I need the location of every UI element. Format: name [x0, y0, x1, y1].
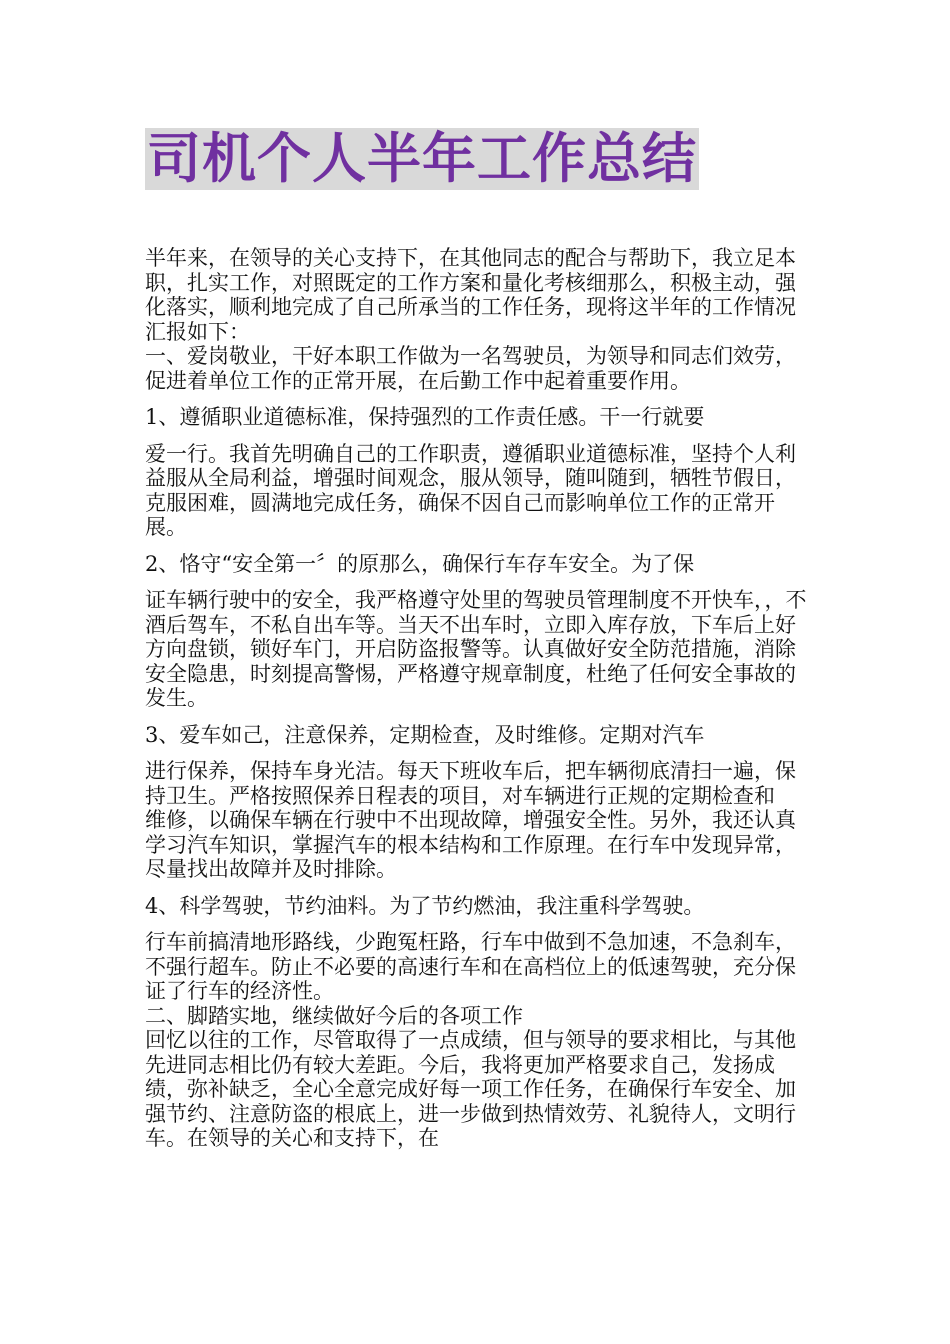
paragraph-item-2-body: 证车辆行驶中的安全，我严格遵守处里的驾驶员管理制度不开快车，，不酒后驾车，不私自出车等。当天不出车时，立即入库存放，下车后上好方向盘锁，锁好车门，开启防盗报警等。认真做好安全防范措施，消除安全隐患，时刻提高警惕，严格遵守规章制度，杜绝了任何安全事故的发生。: [145, 588, 807, 710]
title-highlight: [145, 128, 699, 190]
page-title: 司机个人半年工作总结: [147, 127, 697, 190]
paragraph-item-3-body: 进行保养，保持车身光洁。每天下班收车后，把车辆彻底清扫一遍，保持卫生。严格按照保养日程表的项目，对车辆进行正规的定期检查和: [145, 759, 796, 808]
paragraph-item-3-continued: 维修，以确保车辆在行驶中不出现故障，增强安全性。另外，我还认真学习汽车知识，掌握汽车的根本结构和工作原理。在行车中发现异常，尽量找出故障并及时排除。: [145, 808, 796, 881]
paragraph-item-4-body: 行车前搞清地形路线，少跑冤枉路，行车中做到不急加速，不急刹车，不强行超车。防止不必要的高速行车和在高档位上的低速驾驶，充分保证了行车的经济性。: [145, 930, 796, 1003]
paragraph-item-2-heading: 2、恪守“安全第一〞的原那么，确保行车存车安全。为了保: [145, 551, 695, 576]
paragraph-section-two: 二、脚踏实地，继续做好今后的各项工作: [145, 1003, 523, 1028]
paragraph-item-3-heading: 3、爱车如己，注意保养，定期检查，及时维修。定期对汽车: [145, 722, 705, 747]
document-body: [145, 246, 810, 1151]
paragraph-item-1-body: 爱一行。我首先明确自己的工作职责，遵循职业道德标准，坚持个人利益服从全局利益，增强时间观念，服从领导，随叫随到，牺牲节假日，克服困难，圆满地完成任务，确保不因自己而影响单位工作的正常开展。: [145, 441, 796, 539]
paragraph-closing: 回忆以往的工作，尽管取得了一点成绩，但与领导的要求相比，与其他先进同志相比仍有较大差距。今后，我将更加严格要求自己，发扬成绩，弥补缺乏，全心全意完成好每一项工作任务，在确保行车安全、加强节约、注意防盗的根底上，进一步做到热情效劳、礼貌待人，文明行车。在领导的关心和支持下，在: [145, 1028, 796, 1150]
paragraph-intro: 半年来，在领导的关心支持下，在其他同志的配合与帮助下，我立足本职，扎实工作，对照既定的工作方案和量化考核细那么，积极主动，强化落实，顺利地完成了自己所承当的工作任务，现将这半年的工作情况汇报如下：: [145, 246, 796, 344]
paragraph-item-4-heading: 4、科学驾驶，节约油料。为了节约燃油，我注重科学驾驶。: [145, 893, 705, 918]
paragraph-section-one: 一、爱岗敬业，干好本职工作做为一名驾驶员，为领导和同志们效劳，促进着单位工作的正常开展，在后勤工作中起着重要作用。: [145, 344, 796, 393]
paragraph-item-1-heading: 1、遵循职业道德标准，保持强烈的工作责任感。干一行就要: [145, 405, 705, 429]
